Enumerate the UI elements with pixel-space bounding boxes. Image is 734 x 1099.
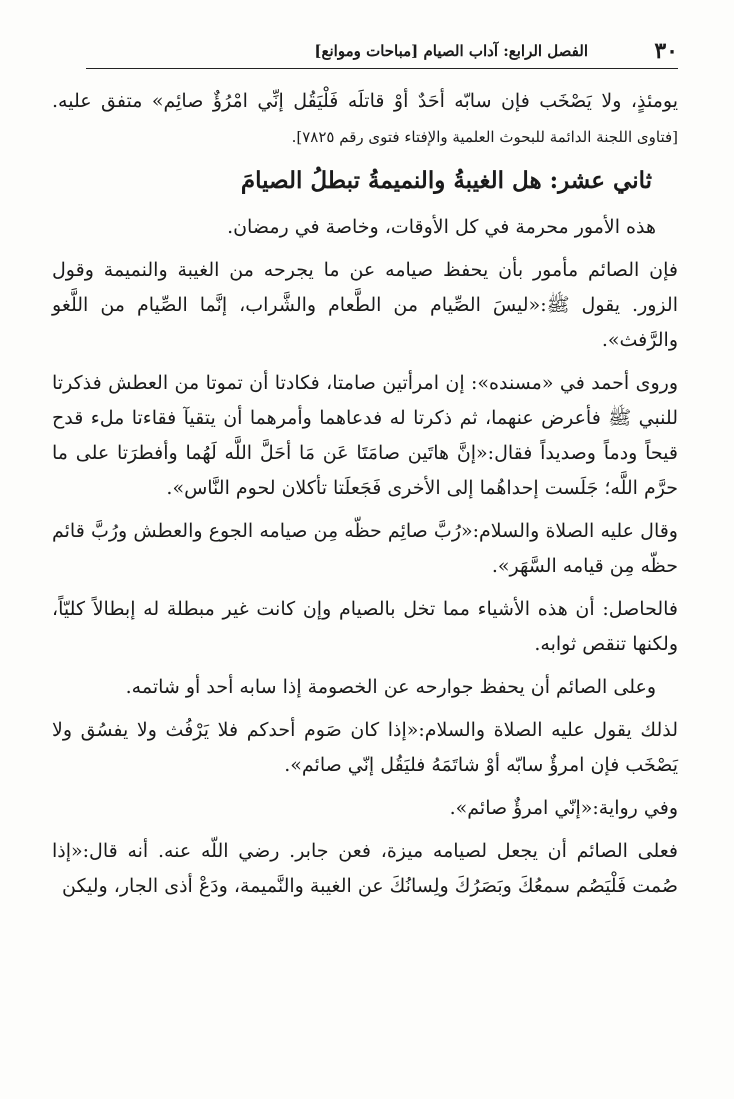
page-header bbox=[86, 38, 678, 70]
page-number: ٣٠ bbox=[654, 38, 678, 64]
paragraph: وفي رواية:«إنّي امرؤٌ صائم». bbox=[449, 797, 678, 819]
paragraph: لذلك يقول عليه الصلاة والسلام:«إذا كان صَوم أحدكم فلا يَرْفُث ولا يفسُق ولا يَصْخَب فإن امرؤٌ سابّه أوْ شاتَمَهُ فليَقُل إنّي صائم». bbox=[52, 719, 678, 776]
paragraph: وعلى الصائم أن يحفظ جوارحه عن الخصومة إذا سابه أحد أو شاتمه. bbox=[125, 676, 656, 698]
paragraph-continuation bbox=[52, 84, 678, 155]
section-heading: ثاني عشر: هل الغيبةُ والنميمةُ تبطلُ الصيامَ bbox=[240, 167, 652, 194]
paragraph: فالحاصل: أن هذه الأشياء مما تخل بالصيام وإن كانت غير مبطلة له إبطالاً كليّاً، ولكنها تنقص ثوابه. bbox=[52, 598, 678, 655]
paragraph-text: يومئذٍ، ولا يَصْخَب فإن سابّه أحَدٌ أوْ قاتلَه فَلْيَقُل إنِّي امْرُؤٌ صائِم» متفق عليه. bbox=[52, 90, 678, 112]
paragraph: وقال عليه الصلاة والسلام:«رُبَّ صائِم حظّه مِن صيامه الجوع والعطش ورُبَّ قائم حظّه مِن قيامه السَّهَر». bbox=[52, 520, 678, 577]
fatwa-reference: [فتاوى اللجنة الدائمة للبحوث العلمية والإفتاء فتوى رقم ٧٨٢٥]. bbox=[291, 128, 678, 146]
header-rule bbox=[86, 68, 678, 69]
paragraph: وروى أحمد في «مسنده»: إن امرأتين صامتا، فكادتا أن تموتا من العطش فذكرتا للنبي ﷺ فأعرض عنهما، ثم ذكرتا له فدعاهما وأمرهما أن يتقيآ فقاءتا ملء قدح قيحاً ودماً وصديداً فقال:«إنَّ هاتَين صامَتَا عَن مَا أحَلَّ اللَّه لَهُما وأفطرَتا على ما حرَّم اللَّه؛ جَلَست إحداهُما إلى الأخرى فَجَعلَتا تأكلان لحوم النَّاس». bbox=[52, 372, 678, 499]
running-title: الفصل الرابع: آداب الصيام [مباحات وموانع] bbox=[314, 42, 588, 60]
body-text bbox=[52, 84, 678, 912]
paragraph: فعلى الصائم أن يجعل لصيامه ميزة، فعن جابر. رضي اللّه عنه. أنه قال:«إذا صُمت فَلْيَصُم سمعُكَ وبَصَرُكَ ولِسانُكَ عن الغيبة والنَّميمة، ودَعْ أذى الجار، وليكن bbox=[52, 840, 678, 897]
paragraph: فإن الصائم مأمور بأن يحفظ صيامه عن ما يجرحه من الغيبة والنميمة وقول الزور. يقول ﷺ:«ليسَ الصِّيام من الطَّعام والشَّراب، إنَّما الصِّيام من اللَّغو والرَّفث». bbox=[52, 259, 678, 351]
paragraph: هذه الأمور محرمة في كل الأوقات، وخاصة في رمضان. bbox=[227, 216, 656, 238]
